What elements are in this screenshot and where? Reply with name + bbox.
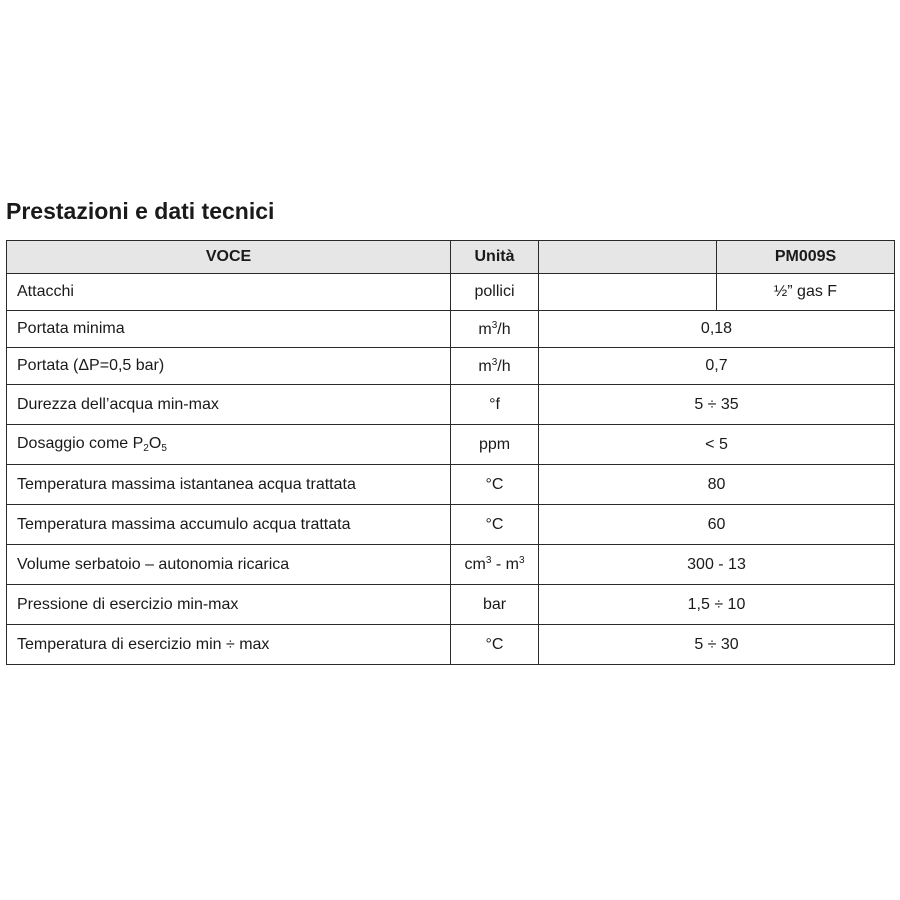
label-mid: O bbox=[148, 435, 162, 452]
row-unit: pollici bbox=[451, 274, 539, 311]
table-header-row bbox=[7, 241, 895, 274]
table-row bbox=[7, 545, 895, 585]
unit-base: m bbox=[478, 357, 492, 375]
row-unit: °C bbox=[451, 465, 539, 505]
unit-sup: 3 bbox=[518, 555, 525, 566]
table-row bbox=[7, 625, 895, 665]
row-unit: °C bbox=[451, 505, 539, 545]
row-unit: bar bbox=[451, 585, 539, 625]
row-value: 5 ÷ 35 bbox=[539, 385, 895, 425]
row-value: < 5 bbox=[539, 425, 895, 465]
label-base: Dosaggio come P bbox=[17, 435, 144, 452]
row-value: 5 ÷ 30 bbox=[539, 625, 895, 665]
row-label: Temperatura massima istantanea acqua trattata bbox=[7, 465, 451, 505]
label-sub: 2 bbox=[143, 443, 149, 454]
row-blank-cell bbox=[539, 274, 717, 311]
row-label: Pressione di esercizio min-max bbox=[7, 585, 451, 625]
table-row bbox=[7, 385, 895, 425]
row-value: 60 bbox=[539, 505, 895, 545]
row-label: Temperatura massima accumulo acqua trattata bbox=[7, 505, 451, 545]
row-label: Volume serbatoio – autonomia ricarica bbox=[7, 545, 451, 585]
row-label: Durezza dell’acqua min-max bbox=[7, 385, 451, 425]
row-label: Attacchi bbox=[7, 274, 451, 311]
unit-tail: /h bbox=[497, 320, 511, 338]
table-row bbox=[7, 274, 895, 311]
unit-base: m bbox=[478, 320, 492, 338]
header-voce: VOCE bbox=[7, 241, 451, 274]
row-unit: °C bbox=[451, 625, 539, 665]
table-row bbox=[7, 311, 895, 348]
header-model: PM009S bbox=[717, 241, 895, 274]
label-sub: 5 bbox=[161, 443, 167, 454]
row-unit: ppm bbox=[451, 425, 539, 465]
row-value: 300 - 13 bbox=[539, 545, 895, 585]
row-label: Portata minima bbox=[7, 311, 451, 348]
page-title: Prestazioni e dati tecnici bbox=[6, 198, 275, 224]
table-row bbox=[7, 505, 895, 545]
unit-a: cm bbox=[464, 556, 486, 573]
header-blank bbox=[539, 241, 717, 274]
row-label bbox=[7, 425, 451, 465]
row-unit: °f bbox=[451, 385, 539, 425]
unit-sup: 3 bbox=[491, 356, 498, 368]
row-unit bbox=[451, 348, 539, 385]
table-row bbox=[7, 585, 895, 625]
unit-sup: 3 bbox=[491, 319, 498, 331]
row-value: 80 bbox=[539, 465, 895, 505]
spec-table bbox=[6, 240, 895, 665]
row-value: ½” gas F bbox=[717, 274, 895, 311]
row-value: 1,5 ÷ 10 bbox=[539, 585, 895, 625]
row-value: 0,7 bbox=[539, 348, 895, 385]
header-unit: Unità bbox=[451, 241, 539, 274]
row-label: Temperatura di esercizio min ÷ max bbox=[7, 625, 451, 665]
table-row bbox=[7, 425, 895, 465]
unit-tail: /h bbox=[497, 357, 511, 375]
table-row bbox=[7, 348, 895, 385]
row-value: 0,18 bbox=[539, 311, 895, 348]
table-row bbox=[7, 465, 895, 505]
unit-sup: 3 bbox=[485, 555, 492, 566]
row-unit bbox=[451, 311, 539, 348]
row-unit bbox=[451, 545, 539, 585]
row-label: Portata (ΔP=0,5 bar) bbox=[7, 348, 451, 385]
unit-mid: - m bbox=[491, 556, 519, 573]
